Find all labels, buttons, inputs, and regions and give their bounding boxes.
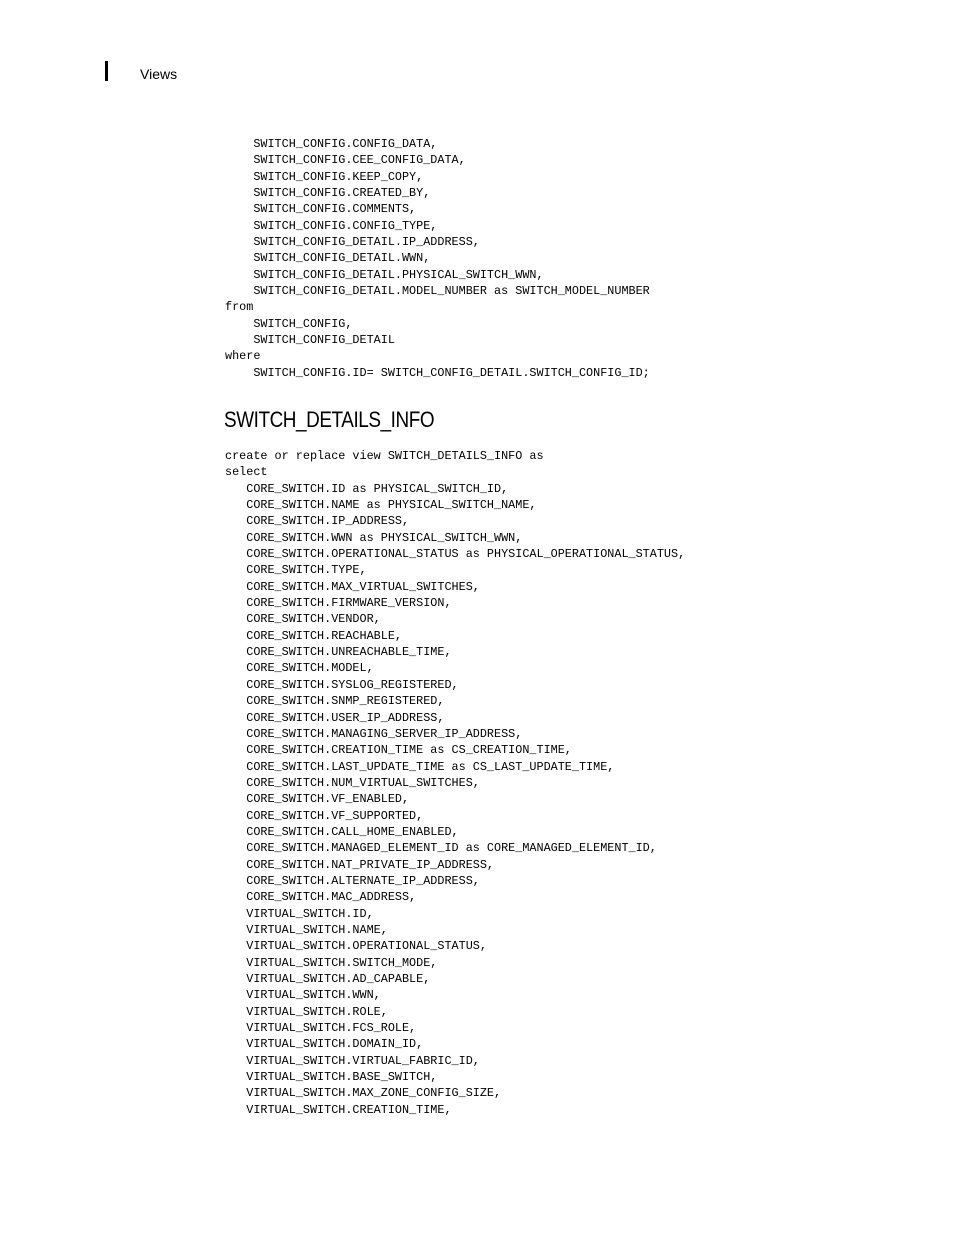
code-line: VIRTUAL_SWITCH.WWN,	[225, 988, 381, 1003]
code-line: select	[225, 465, 268, 480]
code-line: CORE_SWITCH.CREATION_TIME as CS_CREATION_TIME,	[225, 743, 572, 758]
code-line: SWITCH_CONFIG_DETAIL.IP_ADDRESS,	[225, 235, 480, 250]
code-line: CORE_SWITCH.VF_SUPPORTED,	[225, 808, 424, 823]
code-line: CORE_SWITCH.UNREACHABLE_TIME,	[225, 645, 452, 660]
code-line: CORE_SWITCH.SNMP_REGISTERED,	[225, 694, 445, 709]
code-line: VIRTUAL_SWITCH.SWITCH_MODE,	[225, 955, 438, 970]
code-line: CORE_SWITCH.USER_IP_ADDRESS,	[225, 710, 445, 725]
code-line: VIRTUAL_SWITCH.OPERATIONAL_STATUS,	[225, 939, 487, 954]
code-line: VIRTUAL_SWITCH.FCS_ROLE,	[225, 1021, 417, 1036]
code-line: VIRTUAL_SWITCH.CREATION_TIME,	[225, 1102, 452, 1117]
code-line: CORE_SWITCH.MAC_ADDRESS,	[225, 890, 417, 905]
code-block-switch-config	[225, 136, 650, 381]
code-line: CORE_SWITCH.ID as PHYSICAL_SWITCH_ID,	[225, 481, 509, 496]
code-line: SWITCH_CONFIG.ID= SWITCH_CONFIG_DETAIL.SWITCH_CONFIG_ID;	[225, 365, 650, 380]
code-line: CORE_SWITCH.NUM_VIRTUAL_SWITCHES,	[225, 775, 480, 790]
code-block-switch-details-info	[225, 448, 685, 1118]
code-line: VIRTUAL_SWITCH.MAX_ZONE_CONFIG_SIZE,	[225, 1086, 502, 1101]
code-line: SWITCH_CONFIG_DETAIL.MODEL_NUMBER as SWITCH_MODEL_NUMBER	[225, 284, 650, 299]
code-line: SWITCH_CONFIG_DETAIL	[225, 333, 395, 348]
code-line: CORE_SWITCH.FIRMWARE_VERSION,	[225, 596, 452, 611]
code-line: SWITCH_CONFIG.CREATED_BY,	[225, 186, 431, 201]
code-line: from	[225, 300, 254, 315]
code-line: CORE_SWITCH.MAX_VIRTUAL_SWITCHES,	[225, 579, 480, 594]
code-line: VIRTUAL_SWITCH.VIRTUAL_FABRIC_ID,	[225, 1053, 480, 1068]
code-line: CORE_SWITCH.WWN as PHYSICAL_SWITCH_WWN,	[225, 530, 523, 545]
code-line: SWITCH_CONFIG.KEEP_COPY,	[225, 169, 424, 184]
section-heading-switch-details-info: SWITCH_DETAILS_INFO	[224, 407, 435, 432]
code-line: VIRTUAL_SWITCH.DOMAIN_ID,	[225, 1037, 424, 1052]
code-line: SWITCH_CONFIG,	[225, 316, 353, 331]
code-line: CORE_SWITCH.VF_ENABLED,	[225, 792, 410, 807]
code-line: VIRTUAL_SWITCH.AD_CAPABLE,	[225, 972, 431, 986]
code-line: CORE_SWITCH.REACHABLE,	[225, 628, 402, 643]
code-line: VIRTUAL_SWITCH.NAME,	[225, 922, 388, 937]
code-line: VIRTUAL_SWITCH.ROLE,	[225, 1004, 388, 1019]
code-line: CORE_SWITCH.VENDOR,	[225, 612, 381, 627]
code-line: CORE_SWITCH.NAME as PHYSICAL_SWITCH_NAME,	[225, 498, 537, 513]
code-line: VIRTUAL_SWITCH.ID,	[225, 906, 374, 921]
code-line: CORE_SWITCH.LAST_UPDATE_TIME as CS_LAST_UPDATE_TIME,	[225, 759, 615, 774]
code-line: CORE_SWITCH.OPERATIONAL_STATUS as PHYSICAL_OPERATIONAL_STATUS,	[225, 547, 686, 562]
code-line: CORE_SWITCH.MODEL,	[225, 661, 374, 676]
code-line: CORE_SWITCH.ALTERNATE_IP_ADDRESS,	[225, 873, 480, 888]
code-line: create or replace view SWITCH_DETAILS_INFO as	[225, 449, 544, 463]
code-line: SWITCH_CONFIG.COMMENTS,	[225, 202, 417, 217]
code-line: CORE_SWITCH.CALL_HOME_ENABLED,	[225, 824, 459, 839]
code-line: CORE_SWITCH.MANAGED_ELEMENT_ID as CORE_MANAGED_ELEMENT_ID,	[225, 841, 657, 856]
code-line: SWITCH_CONFIG.CONFIG_TYPE,	[225, 218, 438, 233]
code-line: CORE_SWITCH.MANAGING_SERVER_IP_ADDRESS,	[225, 726, 523, 741]
code-line: SWITCH_CONFIG.CONFIG_DATA,	[225, 137, 438, 151]
code-line: SWITCH_CONFIG_DETAIL.WWN,	[225, 251, 431, 266]
code-line: CORE_SWITCH.SYSLOG_REGISTERED,	[225, 677, 459, 692]
code-line: SWITCH_CONFIG_DETAIL.PHYSICAL_SWITCH_WWN,	[225, 267, 544, 282]
code-line: where	[225, 349, 261, 364]
code-line: CORE_SWITCH.TYPE,	[225, 563, 367, 578]
code-line: VIRTUAL_SWITCH.BASE_SWITCH,	[225, 1070, 438, 1085]
code-line: CORE_SWITCH.NAT_PRIVATE_IP_ADDRESS,	[225, 857, 495, 872]
code-line: SWITCH_CONFIG.CEE_CONFIG_DATA,	[225, 153, 466, 168]
code-line: CORE_SWITCH.IP_ADDRESS,	[225, 514, 410, 529]
header-rule	[105, 61, 108, 81]
header-section-label: Views	[140, 66, 178, 82]
